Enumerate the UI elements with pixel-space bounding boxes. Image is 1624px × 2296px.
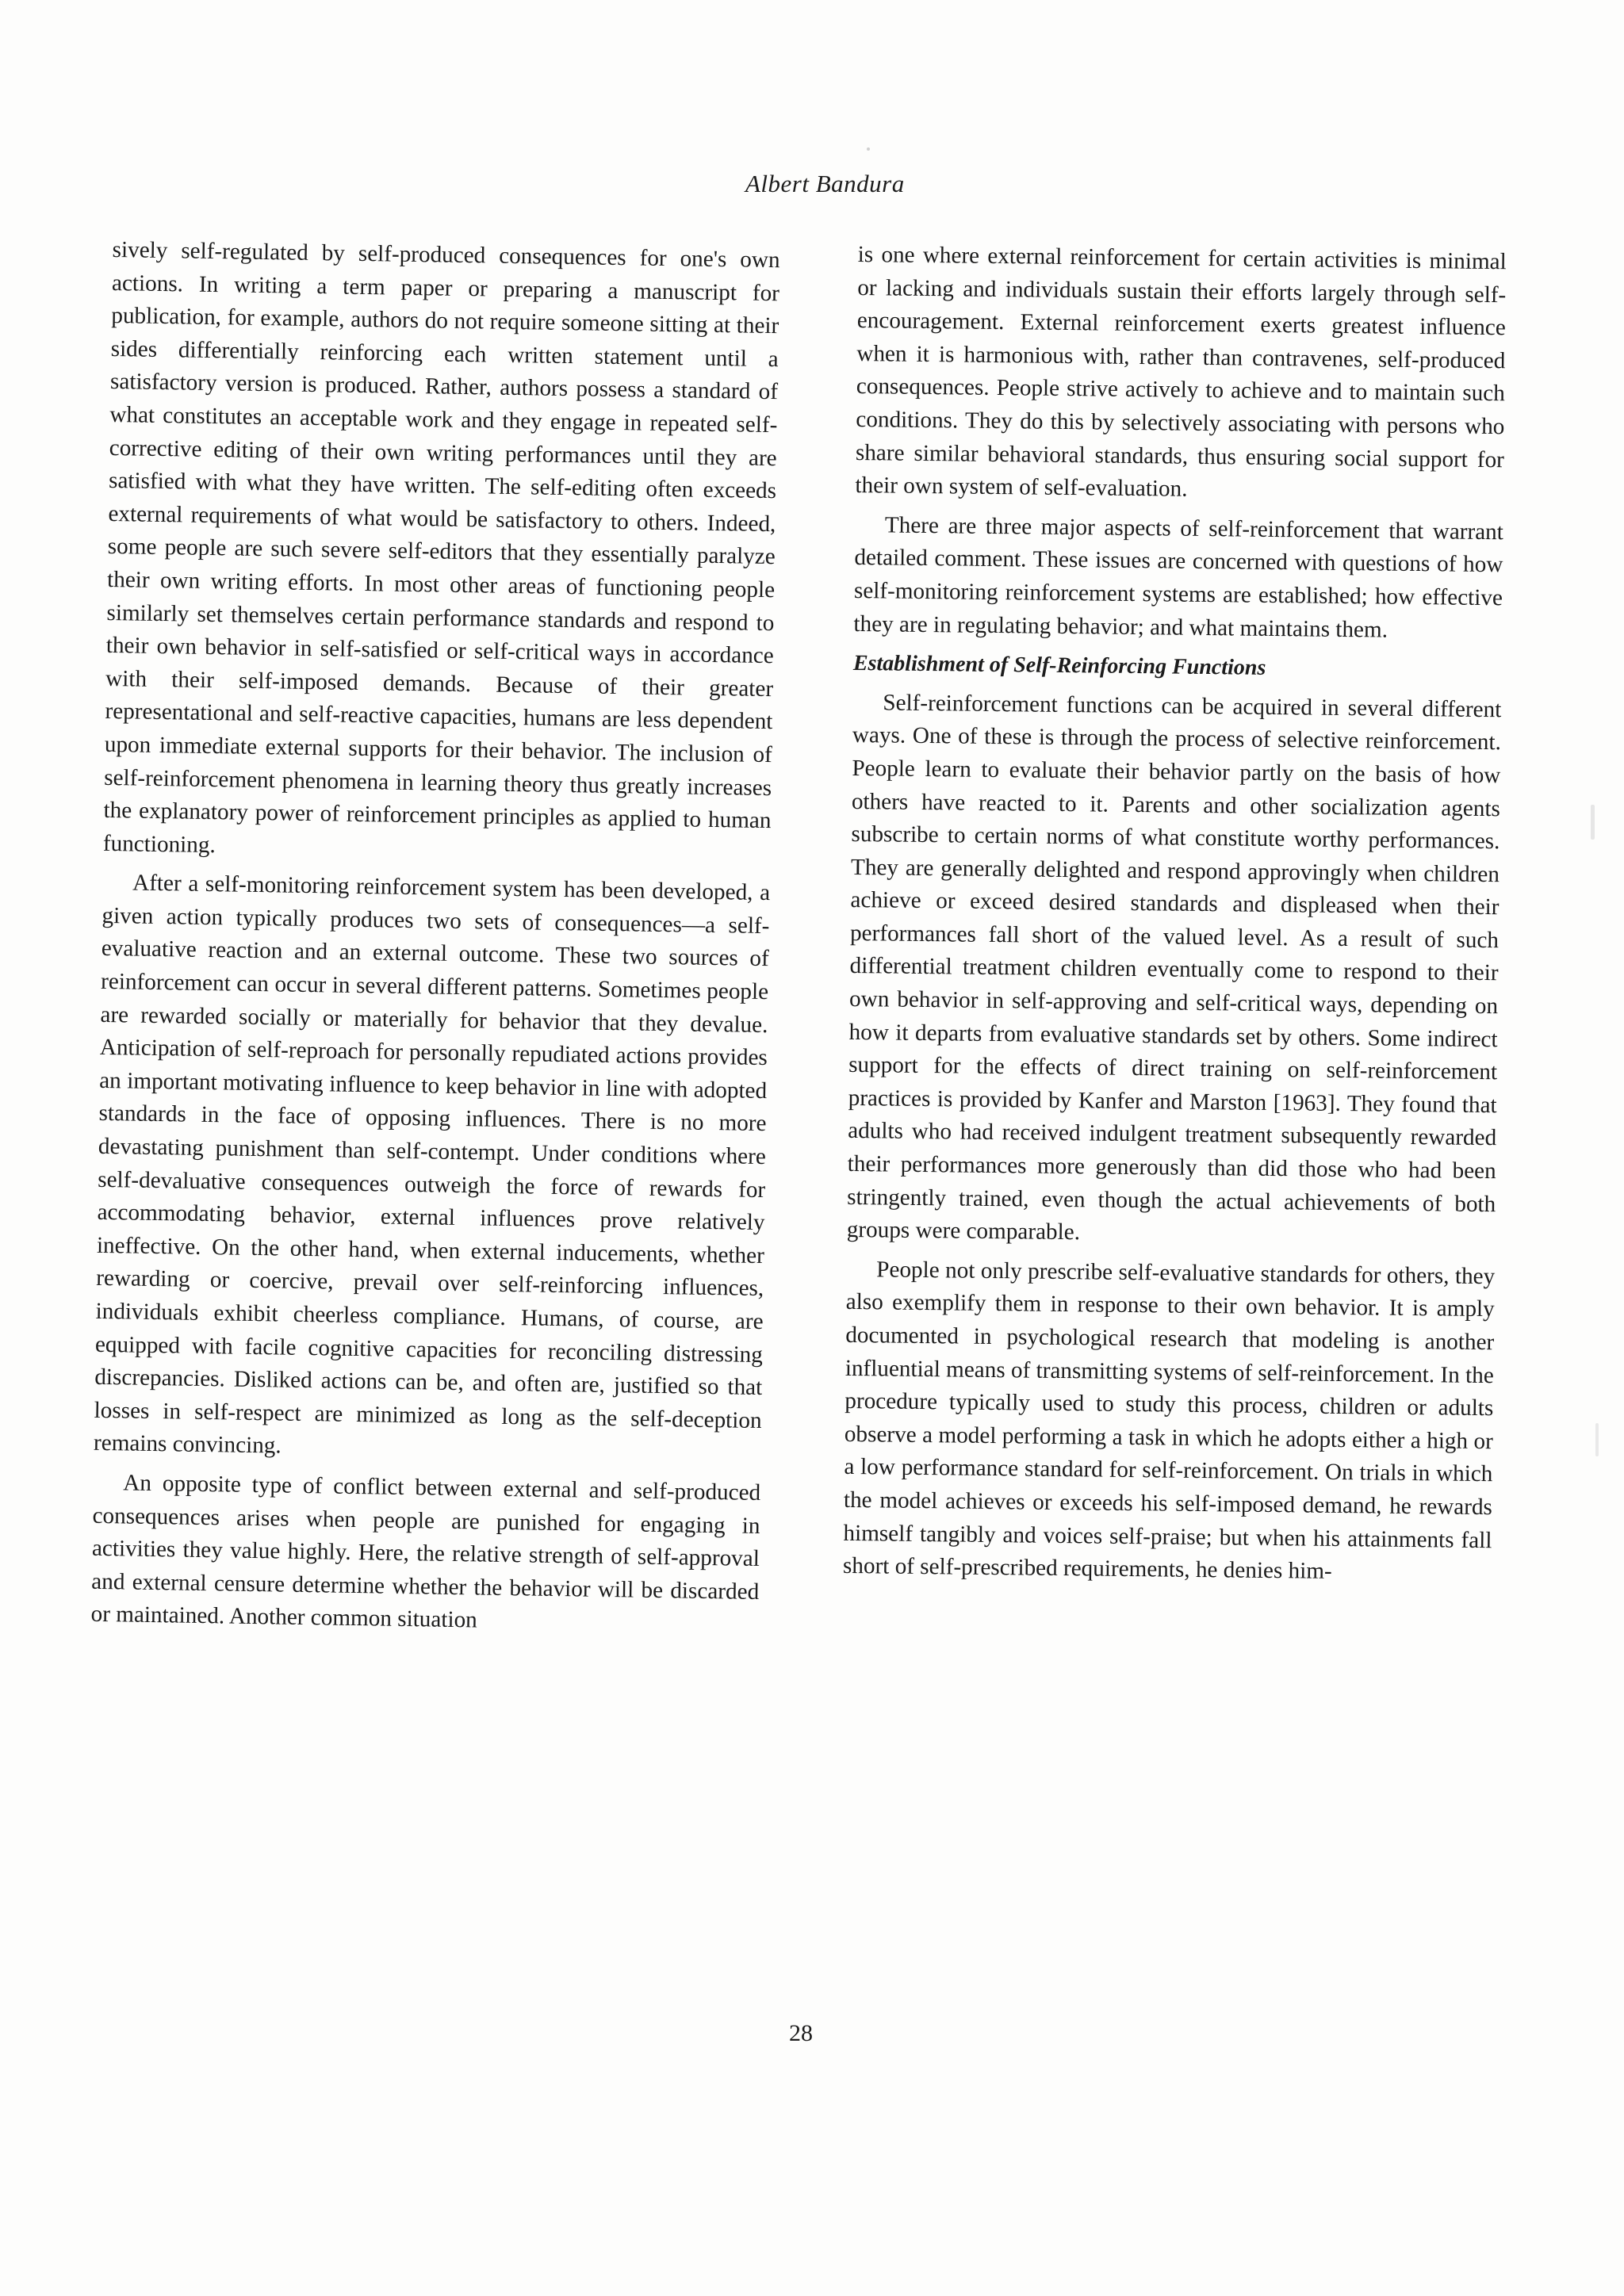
right-column xyxy=(843,239,1507,1597)
scan-speck xyxy=(867,147,870,151)
right-paragraph-1: is one where external reinforcement for certain activities is minimal or lacking and individuals sustain their efforts largely through self-encouragement. External reinforcement exerts greatest influence when it is harmonious with, rather than contravenes, self-produced consequences. People strive actively to achieve and to maintain such conditions. They do this by selectively associating with persons who share similar behavioral standards, thus ensuring social support for their own system of self-evaluation. xyxy=(855,241,1507,502)
page-number: 28 xyxy=(789,2020,813,2046)
section-subheading: Establishment of Self-Reinforcing Functions xyxy=(852,651,1266,680)
right-paragraph-4: People not only prescribe self-evaluative standards for others, they also exemplify them in response to their own behavior. It is amply documented in psychological research that modeling is another influential means of transmitting systems of self-reinforcement. In the procedure typically used to study this process, children or adults observe a model performing a task in which he adopts either a high or a low performance standard for self-reinforcement. On trials in which the model achieves or exceeds his self-imposed demand, he rewards himself tangibly and voices self-praise; but when his attainments fall short of self-prescribed requirements, he denies him- xyxy=(842,1257,1496,1585)
left-paragraph-2: After a self-monitoring reinforcement system has been developed, a given action typically produces two sets of consequences—a self-evaluative reaction and an external outcome. These two sources of reinforcement can occur in several different patterns. Sometimes people are rewarded socially or materially for behavior that they devalue. Anticipation of self-reproach for personally repudiated actions provides an important motivating influence to keep behavior in line with adopted standards in the face of opposing influences. There is no more devastating punishment than self-contempt. Under conditions where self-devaluative consequences outweigh the force of rewards for accommodating behavior, external influences prove relatively ineffective. On the other hand, when external inducements, whether rewarding or coercive, prevail over self-reinforcing influences, individuals exhibit cheerless compliance. Humans, of course, are equipped with facile cognitive capacities for reconciling distressing discrepancies. Disliked actions can be, and often are, justified so that losses in self-respect are minimized as long as the self-deception remains convincing. xyxy=(93,870,771,1459)
right-paragraph-3: Self-reinforcement functions can be acquired in several different ways. One of these is through the process of selective reinforcement. People learn to evaluate their behavior partly on the basis of how others have reacted to it. Parents and other socialization agents subscribe to certain norms of what constitute worthy performances. They are generally delighted and respond approvingly when children achieve or exceed desired standards and displeased when their performances fall short of the valued level. As a result of such differential treatment children eventually come to respond to their own behavior in self-approving and self-critical ways, depending on how it departs from evaluative standards set by others. Some indirect support for the effects of direct training on self-reinforcement practices is provided by Kanfer and Marston [1963]. They found that adults who had received indulgent treatment subsequently rewarded their performances more generously than did those who had been stringently trained, even though the actual achievements of both groups were comparable. xyxy=(846,690,1502,1246)
scan-speck xyxy=(1595,1423,1599,1456)
left-paragraph-1: sively self-regulated by self-produced consequences for one's own actions. In writing a term paper or preparing a manuscript for publication, for example, authors do not require someone sitting at their sides differentially reinforcing each written statement until a satisfactory version is produced. Rather, authors possess a standard of what constitutes an acceptable work and they engage in repeated self-corrective editing of their own writing performances until they are satisfied with what they have written. The self-editing often exceeds external requirements of what would be satisfactory to others. Indeed, some people are such severe self-editors that they essentially paralyze their own writing efforts. In most other areas of functioning people similarly set themselves certain performance standards and respond to their own behavior in self-satisfied or self-critical ways in accordance with their self-imposed demands. Because of their greater representational and self-reactive capacities, humans are less dependent upon immediate external supports for their behavior. The inclusion of self-reinforcement phenomena in learning theory thus greatly increases the explanatory power of reinforcement principles as applied to human functioning. xyxy=(102,236,780,858)
scan-speck xyxy=(1591,805,1595,840)
running-header: Albert Bandura xyxy=(745,170,905,197)
right-paragraph-2: There are three major aspects of self-reinforcement that warrant detailed comment. These issues are concerned with questions of how self-monitoring reinforcement systems are established; how effective they are in regulating behavior; and what maintains them. xyxy=(853,512,1504,643)
left-column xyxy=(90,234,780,1648)
left-paragraph-3: An opposite type of conflict between external and self-produced consequences arises when people are punished for engaging in activities they value highly. Here, the relative strength of self-approval and external censure determine whether the behavior will be discarded or maintained. Another common situation xyxy=(90,1470,761,1633)
